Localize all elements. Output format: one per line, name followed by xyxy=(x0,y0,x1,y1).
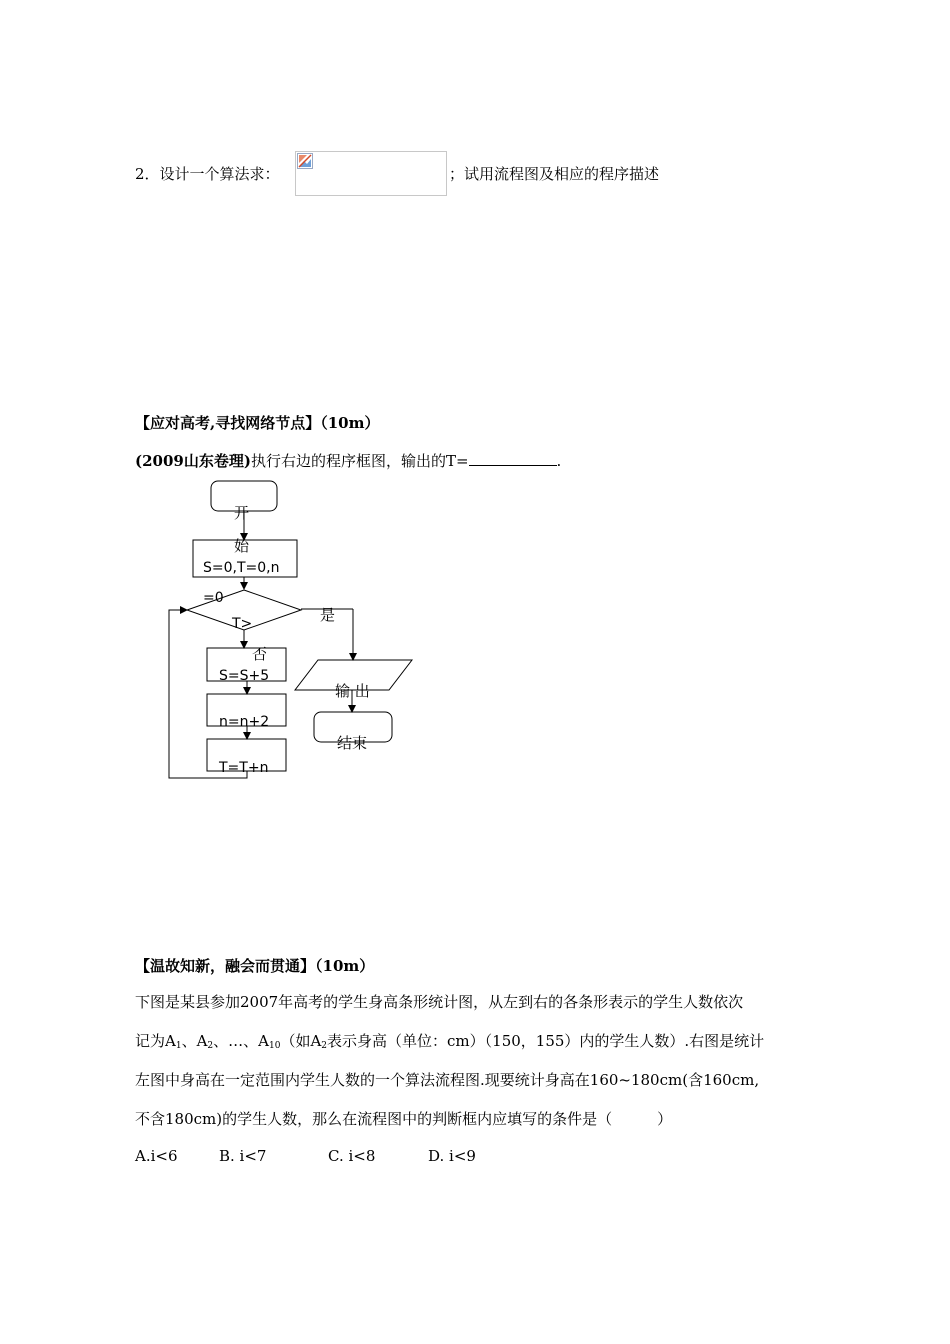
start-label-2: 始 xyxy=(234,537,250,555)
section-2-line-1: 下图是某县参加2007年高考的学生身高条形统计图，从左到右的各条形表示的学生人数依次 xyxy=(135,993,744,1011)
line2-part-a: 记为A xyxy=(135,1032,176,1050)
start-label-1: 开 xyxy=(234,504,250,522)
step3-label: T=T+n xyxy=(219,760,269,776)
option-b: B. i<7 xyxy=(219,1147,267,1165)
line2-part-c: 、…、A xyxy=(213,1032,269,1050)
init-label-1: S=0,T=0,n xyxy=(203,560,280,576)
sub-2: 2 xyxy=(207,1041,214,1051)
line2-part-d: （如A xyxy=(280,1032,322,1050)
option-d: D. i<9 xyxy=(428,1147,476,1165)
condition-label: T> xyxy=(232,616,253,632)
source-label: (2009山东卷理) xyxy=(135,452,251,470)
section-1-heading: 【应对高考,寻找网络节点】（10m） xyxy=(135,414,380,432)
question-2-prefix: 2．设计一个算法求： xyxy=(135,165,280,183)
init-label-2: =0 xyxy=(203,590,224,606)
question-2-suffix: ；试用流程图及相应的程序描述 xyxy=(449,165,660,183)
option-c: C. i<8 xyxy=(328,1147,376,1165)
sub-2b: 2 xyxy=(321,1041,328,1051)
sub-10: 10 xyxy=(269,1041,281,1051)
step1-label: S=S+5 xyxy=(219,668,270,684)
option-a: A.i<6 xyxy=(135,1147,178,1165)
end-label: 结束 xyxy=(337,734,368,752)
step2-label: n=n+2 xyxy=(219,714,270,730)
section-2-line-4: 不含180cm)的学生人数，那么在流程图中的判断框内应填写的条件是（ ） xyxy=(135,1110,673,1128)
section-2-line-3: 左图中身高在一定范围内学生人数的一个算法流程图.现要统计身高在160~180cm(含160cm, xyxy=(135,1071,760,1089)
yes-label: 是 xyxy=(320,606,336,624)
section-2-heading: 【温故知新，融会而贯通】（10m） xyxy=(135,957,375,975)
line2-part-e: 表示身高（单位：cm）（150，155）内的学生人数）.右图是统计 xyxy=(327,1032,765,1050)
line2-part-b: 、A xyxy=(181,1032,208,1050)
question-text: 执行右边的程序框图，输出的T= xyxy=(250,452,469,470)
sub-1: 1 xyxy=(175,1041,182,1051)
section-2-line-2 xyxy=(135,1030,764,1051)
question-end: . xyxy=(556,452,562,470)
no-label: 否 xyxy=(252,645,268,663)
output-label: 输 出 xyxy=(335,682,370,700)
